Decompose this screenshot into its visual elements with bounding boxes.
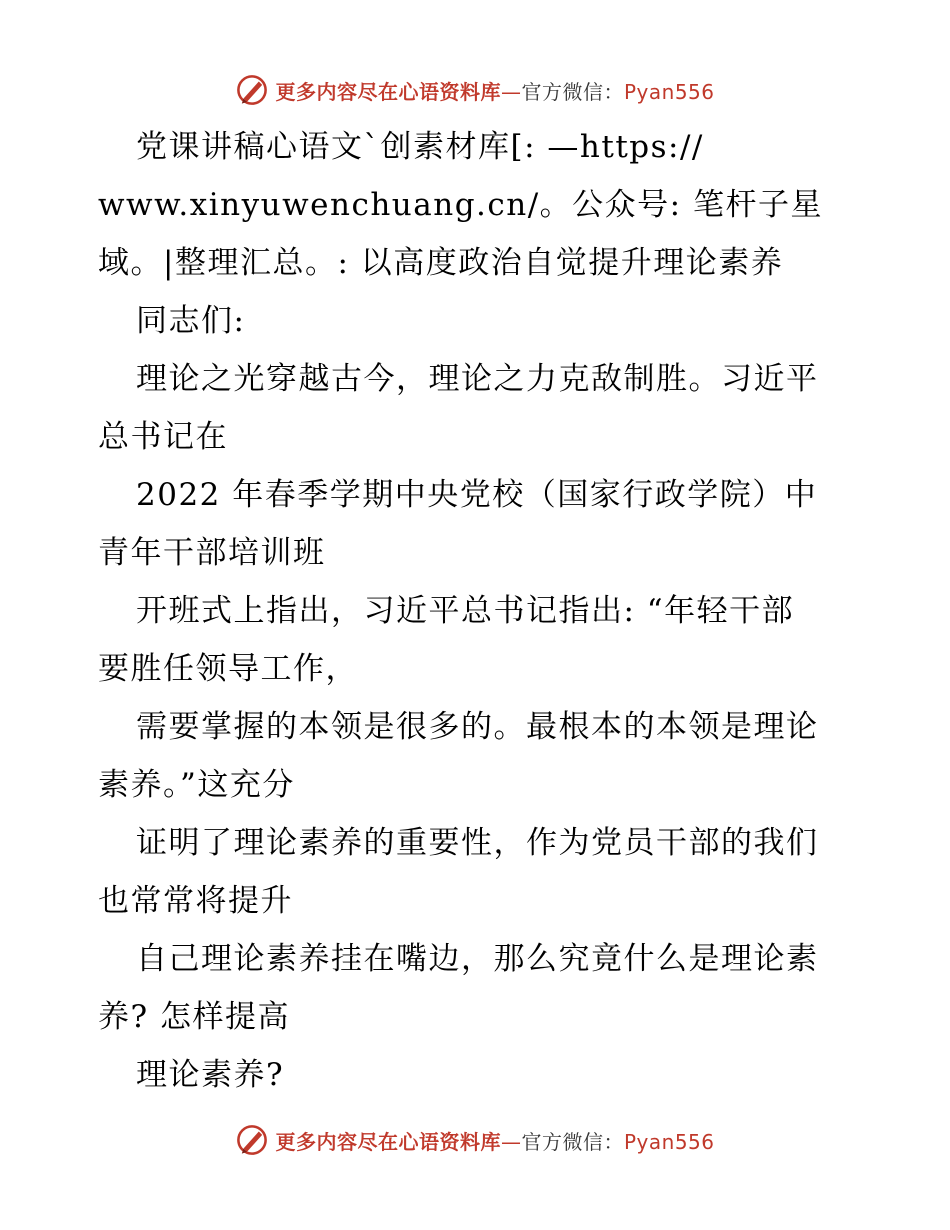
body-text-line: 要胜任领导工作， — [98, 651, 358, 687]
header-banner — [0, 70, 950, 110]
body-text-line: 需要掌握的本领是很多的。最根本的本领是理论 — [136, 709, 819, 745]
body-text-line: 自己理论素养挂在嘴边，那么究竟什么是理论素 — [136, 941, 819, 977]
body-text-line: 同志们: — [136, 303, 246, 339]
body-text-line: 也常常将提升 — [98, 883, 293, 919]
header-banner-text — [275, 76, 714, 105]
banner-label: 官方微信： — [521, 79, 624, 104]
footer-banner-inner — [235, 1123, 714, 1157]
banner-main-text: 更多内容尽在心语资料库 — [275, 79, 501, 104]
body-text-line: 总书记在 — [98, 419, 228, 455]
banner-separator: — — [500, 1129, 522, 1154]
body-text-line: 开班式上指出，习近平总书记指出: “年轻干部 — [136, 593, 795, 629]
header-banner-inner — [235, 73, 714, 107]
banner-wechat-id: Pyan556 — [623, 79, 715, 104]
body-text-line: 2022 年春季学期中央党校（国家行政学院）中 — [136, 477, 818, 513]
pen-logo-icon — [235, 1123, 269, 1157]
body-text-line: 理论之光穿越古今，理论之力克敌制胜。习近平 — [136, 361, 819, 397]
body-text-line: 域。|整理汇总。: 以高度政治自觉提升理论素养 — [98, 245, 784, 281]
body-text-line: 青年干部培训班 — [98, 535, 326, 571]
banner-label: 官方微信： — [521, 1129, 624, 1154]
body-text-line: 养? 怎样提高 — [98, 999, 290, 1035]
body-text-line: 理论素养? — [136, 1057, 285, 1093]
banner-main-text: 更多内容尽在心语资料库 — [275, 1129, 501, 1154]
document-body — [98, 118, 858, 1104]
body-text-line: 党课讲稿心语文`创素材库[: —https:// — [136, 129, 704, 165]
banner-wechat-id: Pyan556 — [623, 1129, 715, 1154]
body-text-line: www.xinyuwenchuang.cn/。公众号: 笔杆子星 — [98, 187, 823, 223]
body-text-line: 素养。”这充分 — [98, 767, 295, 803]
footer-banner — [0, 1120, 950, 1160]
pen-logo-icon — [235, 73, 269, 107]
body-text-line: 证明了理论素养的重要性，作为党员干部的我们 — [136, 825, 819, 861]
banner-separator: — — [500, 79, 522, 104]
footer-banner-text — [275, 1126, 714, 1155]
